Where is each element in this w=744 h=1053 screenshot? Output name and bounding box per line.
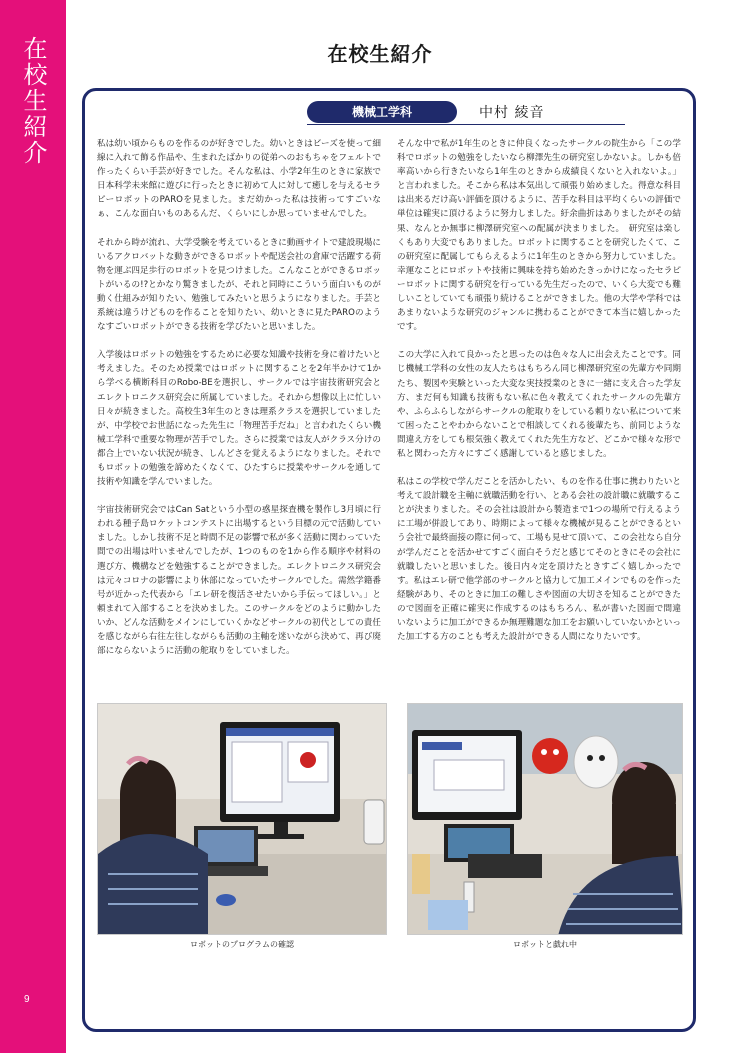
student-name: 中村 綾音 bbox=[479, 105, 545, 121]
page-number: 9 bbox=[24, 994, 30, 1005]
page-title: 在校生紹介 bbox=[327, 42, 433, 66]
paragraph: 私はこの学校で学んだことを活かしたい、ものを作る仕事に携わりたいと考えて設計職を主軸に就職活動を行い、とある会社の設計職に就職することが決まりました。その会社は設計から製造まで1つの場所で行えるように工場が併設してあり、時期によって様々な機械が見ることができるという会社で最終面接の際に伺って、工場も見せて頂いて、この会社なら自分が学んだことを活かせてすごく面白そうだと感じてそのときにその会社に就職したいと思いました。後日内々定を頂けたときすごく嬉しかったです。私はエレ研で他学部のサークルと協力して加工メインでものを作った経験があり、そのときに加工の難しさや図面の大切さを知ることができたので図面を正確に確実に作成するのはもちろん、私が書いた図面で間違いないように加工ができるか無理難題な加工をお願いしていないかといった加工する方のことも考えた設計ができる人間になりたいです。 bbox=[397, 477, 681, 643]
photo-caption: ロボットのプログラムの確認 bbox=[190, 940, 294, 949]
paragraph: 入学後はロボットの勉強をするために必要な知識や技術を身に着けたいと考えました。そのため授業ではロボットに関することを2年半かけて1から学べる横断科目のRobo-BEを選択し、サークルでは宇宙技術研究会とエレクトロニクス研究会に所属していました。それから想像以上に忙しい日々が続きました。高校生3年生のときは理系クラスを選択していましたが、中学校でお世話になった先生に「物理苦手だね」と言われたくらい機械工学科で重要な物理が苦手でした。さらに授業では友人がクラス分けの都合上でいない状況が続き、しんどさを覚えるようになりました。それでもロボットの勉強を諦めたくなくて、ひたすらに授業やサークルを通して技術や知識を学んでいました。 bbox=[97, 350, 381, 488]
side-bar bbox=[0, 0, 66, 1053]
photo-caption: ロボットと戯れ中 bbox=[513, 940, 577, 949]
paragraph: この大学に入れて良かったと思ったのは色々な人に出会えたことです。同じ機械工学科の女性の友人たちはもちろん同じ柳澤研究室の先輩方や同期たち、製図や実験といった大変な実技授業のときに一緒に支え合った学友方、まだ何も知識も技術もない私に色々教えてくれたサークルの先輩方や、ふらふらしながらサークルの舵取りをしている頼りない私について来て困ったことやわからないことで相談してくれる後輩たち、前同じような間違え方をしても根気強く教えてくれた先生方など、どこかで様々な形で私と関わった方々にすごく感謝していると感じました。 bbox=[397, 350, 681, 459]
side-title: 在校生紹介 bbox=[19, 36, 47, 166]
photo-illustration bbox=[408, 704, 683, 935]
paragraph: 宇宙技術研究会ではCan Satという小型の惑星探査機を製作し3月頃に行われる種子島ロケットコンテストに出場するという目標の元で活動していました。しかし技術不足と時間不足の影響で私が多く活動に関わっていた間での出場は叶いませんでしたが、1つのものを1から作る順序や材料の選び方、機構などを勉強することができました。エレクトロニクス研究会は元々コロナの影響により休部になっていたサークルでした。需然学籍番号が近かった代表から「エレ研を復活させたいから手伝ってほしい。」と頼まれて入部することを決めました。このサークルをどのように動かしたいか、どんな活動をメインにしていくかなどサークルの初代としての責任を感じながら右往左往しながらも活動の主軸を迷いながら決めて、再び廃部にならないように活動の舵取りをしていました。 bbox=[97, 505, 381, 657]
article-column-left bbox=[97, 137, 381, 672]
article-panel bbox=[82, 88, 696, 1032]
article-header bbox=[307, 101, 625, 125]
article-column-right bbox=[397, 137, 681, 658]
student-at-computer-photo bbox=[97, 703, 387, 935]
paragraph: それから時が流れ、大学受験を考えているときに動画サイトで建設現場にいるアクロバットな動きができるロボットや配送会社の倉庫で活躍する荷物を運ぶ四足歩行のロボットを見つけました。こんなことができるロボットがいるの!?とかなり驚きましたが、それと同時にこういう面白いものが動く仕組みが知りたい、勉強してみたいと思うようになりました。手芸と系統は違うけどものを作ることを知りたい、幼いときに見たPAROのようなすごいロボットができる技術を学びたいと思いました。 bbox=[97, 237, 381, 333]
photo-illustration bbox=[98, 704, 387, 935]
paragraph: 私は幼い頃からものを作るのが好きでした。幼いときはビーズを使って細線に入れて飾る作品や、生まれたばかりの従弟へのおもちゃをフェルトで作ったくらい手芸が好きでした。そんな私は、小学2年生のときに家族で日本科学未来館に遊びに行ったときに初めて人に対して癒しを与えるセラピーロボットのPAROを見ました。まだ幼かった私は技術ってすごいなぁ、こんな面白いものあるんだ、くらいにしか思っていませんでした。 bbox=[97, 139, 381, 220]
paragraph: そんな中で私が1年生のときに仲良くなったサークルの院生から「この学科でロボットの勉強をしたいなら柳澤先生の研究室しかないよ。しかも倍率高いから行きたいなら1年生のときから成績良くないと入れないよ。」と言われました。そこから私は本気出して頑張り始めました。得意な科目は出来るだけ高い評価を頂けるように、苦手な科目は平均くらいの評価で単位は確実に頂けるように努力しました。紆余曲折はありましたがその結果、なんとか無事に柳澤研究室への配属が決まりました。 研究室は楽しくもあり大変でもありました。ロボットに関することを研究したくて、この研究室に配属してもらえるように1年生のときから努力していました。幸運なことにロボットや技術に興味を持ち始めたきっかけになったセラピーロボットに関する研究を行っている先生だったので、いくら大変でも難しいことしていても頑張り続けることができました。他の大学や学科ではあまりないような研究のジャンルに携わることができて本当に嬉しかったです。 bbox=[397, 139, 681, 333]
department-badge: 機械工学科 bbox=[307, 101, 457, 123]
student-with-robot-photo bbox=[407, 703, 683, 935]
